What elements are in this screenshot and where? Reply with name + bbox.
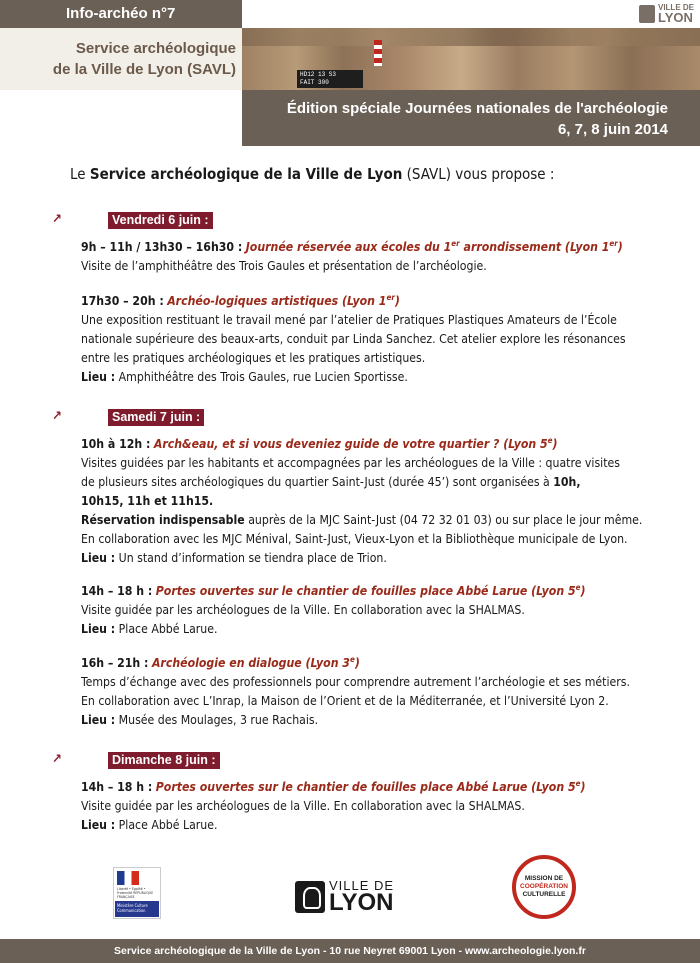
event-sunday-portes: 14h – 18 h : Portes ouvertes sur le chantier de fouilles place Abbé Larue (Lyon 5e) Visite guidée par les archéologues de la Ville. En collaboration avec la SHALMAS. Lieu : Place Abbé Larue. [81, 778, 681, 835]
event-saturday-guides: 10h à 12h : Arch&eau, et si vous deveniez guide de votre quartier ? (Lyon 5e) Visites guidées par les habitants et accompagnées par les archéologues de la Ville : quatre visites de plusieurs sites archéologiques du quartier Saint-Just (durée 45’) sont organisées à 10h, 10h15, 11h et 11h15. Réservation indispensable auprès de la MJC Saint-Just (04 72 32 01 03) ou sur place le jour même. En collaboration avec les MJC Ménival, Saint-Just, Vieux-Lyon et la Bibliothèque municipale de Lyon. Lieu : Un stand d’information se tiendra place de Trion. [81, 435, 681, 568]
intro-text: Le Service archéologique de la Ville de Lyon (SAVL) vous propose : [70, 165, 555, 183]
event-lieu: Lieu : Musée des Moulages, 3 rue Rachais. [81, 713, 319, 727]
event-lieu: Lieu : Un stand d’information se tiendra place de Trion. [81, 551, 387, 565]
event-lieu: Lieu : Place Abbé Larue. [81, 622, 218, 636]
event-lieu: Lieu : Place Abbé Larue. [81, 818, 218, 832]
ministry-culture-label: Ministère Culture Communication [115, 901, 159, 917]
event-title: Portes ouvertes sur le chantier de fouilles place Abbé Larue (Lyon 5e) [155, 778, 586, 794]
event-reservation: Réservation indispensable auprès de la MJC Saint-Just (04 72 32 01 03) ou sur place le jour même. [81, 513, 643, 527]
event-title: Portes ouvertes sur le chantier de fouilles place Abbé Larue (Lyon 5e) [155, 582, 586, 598]
event-friday-arts: 17h30 – 20h : Archéo-logiques artistiques (Lyon 1er) Une exposition restituant le travail mené par l’atelier de Pratiques Plastiques Amateurs de l’École nationale supérieure des beaux-arts, conduit par Linda Sanchez. Cet atelier explore les résonances entre les pratiques archéologiques et les pratiques artistiques. Lieu : Amphithéâtre des Trois Gaules, rue Lucien Sportisse. [81, 292, 681, 387]
arrow-icon: ↗ [52, 409, 62, 424]
flag-icon [117, 871, 139, 885]
day-label: Vendredi 6 juin : [108, 212, 213, 229]
event-desc: Visite guidée par les archéologues de la Ville. En collaboration avec la SHALMAS. [81, 603, 525, 617]
photo-sign: HD12 13 S3 FAIT 300 [297, 70, 363, 88]
event-saturday-portes: 14h – 18 h : Portes ouvertes sur le chantier de fouilles place Abbé Larue (Lyon 5e) Visite guidée par les archéologues de la Ville. En collaboration avec la SHALMAS. Lieu : Place Abbé Larue. [81, 582, 681, 639]
day-label: Dimanche 8 juin : [108, 752, 220, 769]
mission-cooperation-culturelle-logo: MISSION DE COOPÉRATION CULTURELLE [512, 855, 576, 919]
event-lieu: Lieu : Amphithéâtre des Trois Gaules, rue Lucien Sportisse. [81, 370, 408, 384]
event-collab: En collaboration avec les MJC Ménival, Saint-Just, Vieux-Lyon et la Bibliothèque municipale de Lyon. [81, 532, 628, 546]
event-title: Arch&eau, et si vous deveniez guide de votre quartier ? (Lyon 5e) [153, 435, 558, 451]
event-saturday-dialogue: 16h – 21h : Archéologie en dialogue (Lyon 3e) Temps d’échange avec des professionnels pour comprendre autrement l’archéologie et ses métiers. En collaboration avec L’Inrap, la Maison de l’Orient et de la Méditerranée, et l’Université Lyon 2. Lieu : Musée des Moulages, 3 rue Rachais. [81, 654, 681, 730]
service-box [0, 28, 242, 90]
event-desc-line: nationale supérieure des beaux-arts, conduit par Linda Sanchez. Cet atelier explore les résonances [81, 332, 626, 346]
event-title: Archéologie en dialogue (Lyon 3e) [151, 654, 360, 670]
event-desc-line: 10h15, 11h et 11h15. [81, 494, 214, 508]
lion-icon [295, 881, 325, 913]
event-desc-line: Temps d’échange avec des professionnels pour comprendre autrement l’archéologie et ses métiers. [81, 675, 630, 689]
edition-banner [0, 90, 700, 146]
service-title [53, 38, 236, 80]
event-title: Archéo-logiques artistiques (Lyon 1er) [167, 292, 400, 308]
event-friday-schools: 9h – 11h / 13h30 – 16h30 : Journée réservée aux écoles du 1er arrondissement (Lyon 1er) Visite de l’amphithéâtre des Trois Gaules et présentation de l’archéologie. [81, 238, 681, 276]
ville-de-lyon-logo: VILLE DE LYON [295, 879, 394, 914]
edition-line2: 6, 7, 8 juin 2014 [557, 121, 668, 138]
event-desc-line: En collaboration avec L’Inrap, la Maison de l’Orient et de la Méditerranée, et l’Université Lyon 2. [81, 694, 609, 708]
footer: Service archéologique de la Ville de Lyon - 10 rue Neyret 69001 Lyon - www.archeologie.lyon.fr [0, 939, 700, 963]
info-archeo-tag: Info-archéo n°7 [0, 0, 242, 28]
day-label: Samedi 7 juin : [108, 409, 204, 426]
edition-line1: Édition spéciale Journées nationales de l'archéologie [286, 100, 668, 117]
event-desc: Visite de l’amphithéâtre des Trois Gaules et présentation de l’archéologie. [81, 259, 487, 273]
event-desc-line: Visites guidées par les habitants et accompagnées par les archéologues de la Ville : quatre visites [81, 456, 620, 470]
excavation-photo [242, 28, 700, 90]
logo-small-top: VILLE DE [657, 3, 694, 12]
event-desc: Visite guidée par les archéologues de la Ville. En collaboration avec la SHALMAS. [81, 799, 525, 813]
arrow-icon: ↗ [52, 212, 62, 227]
event-desc-line: Une exposition restituant le travail mené par l’atelier de Pratiques Plastiques Amateurs de l’École [81, 313, 617, 327]
logo-small-bottom: LYON [657, 10, 693, 25]
service-title-line1: Service archéologique [75, 40, 236, 57]
arrow-icon: ↗ [52, 752, 62, 767]
ville-de-lyon-logo-small [639, 4, 694, 24]
event-desc-line: de plusieurs sites archéologiques du quartier Saint-Just (durée 45’) sont organisées à 10h, [81, 475, 581, 489]
event-title: Journée réservée aux écoles du 1er arrondissement (Lyon 1er) [245, 238, 623, 254]
measuring-rod [374, 40, 382, 66]
event-desc-line: entre les pratiques archéologiques et les pratiques artistiques. [81, 351, 426, 365]
edition-title [287, 98, 668, 140]
republique-francaise-logo: Liberté • Égalité • Fraternité RÉPUBLIQUE FRANÇAISE Ministère Culture Communication [113, 867, 161, 919]
lion-icon [639, 5, 655, 23]
service-title-line2: de la Ville de Lyon (SAVL) [52, 61, 236, 78]
